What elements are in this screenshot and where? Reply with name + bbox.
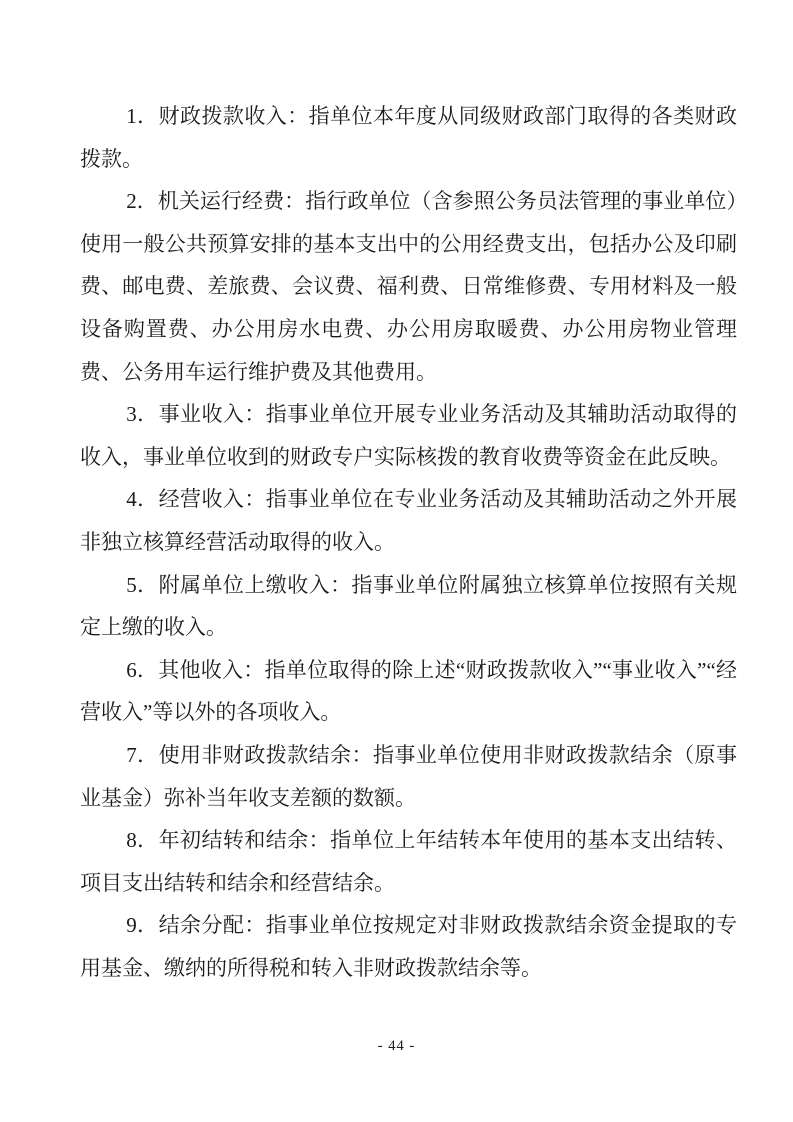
paragraph-2: 2．机关运行经费：指行政单位（含参照公务员法管理的事业单位）使用一般公共预算安排的基本支出中的公用经费支出，包括办公及印刷费、邮电费、差旅费、会议费、福利费、日常维修费、专用材料及一般设备购置费、办公用房水电费、办公用房取暖费、办公用房物业管理费、公务用车运行维护费及其他费用。 (80, 189, 737, 384)
paragraph-4: 4．经营收入：指事业单位在专业业务活动及其辅助活动之外开展非独立核算经营活动取得的收入。 (80, 487, 737, 554)
page-number: - 44 - (377, 1038, 416, 1054)
paragraph-3: 3．事业收入：指事业单位开展专业业务活动及其辅助活动取得的收入，事业单位收到的财政专户实际核拨的教育收费等资金在此反映。 (80, 402, 737, 469)
paragraph-8: 8．年初结转和结余：指单位上年结转本年使用的基本支出结转、项目支出结转和结余和经营结余。 (80, 828, 737, 895)
document-body (80, 95, 737, 989)
paragraph-9: 9．结余分配：指事业单位按规定对非财政拨款结余资金提取的专用基金、缴纳的所得税和转入非财政拨款结余等。 (80, 913, 737, 980)
paragraph-5: 5．附属单位上缴收入：指事业单位附属独立核算单位按照有关规定上缴的收入。 (80, 572, 737, 640)
paragraph-6: 6．其他收入：指单位取得的除上述“财政拨款收入”“事业收入”“经营收入”等以外的各项收入。 (80, 657, 737, 725)
paragraph-7: 7．使用非财政拨款结余：指事业单位使用非财政拨款结余（原事业基金）弥补当年收支差额的数额。 (80, 742, 737, 810)
paragraph-1: 1．财政拨款收入：指单位本年度从同级财政部门取得的各类财政拨款。 (80, 104, 737, 171)
